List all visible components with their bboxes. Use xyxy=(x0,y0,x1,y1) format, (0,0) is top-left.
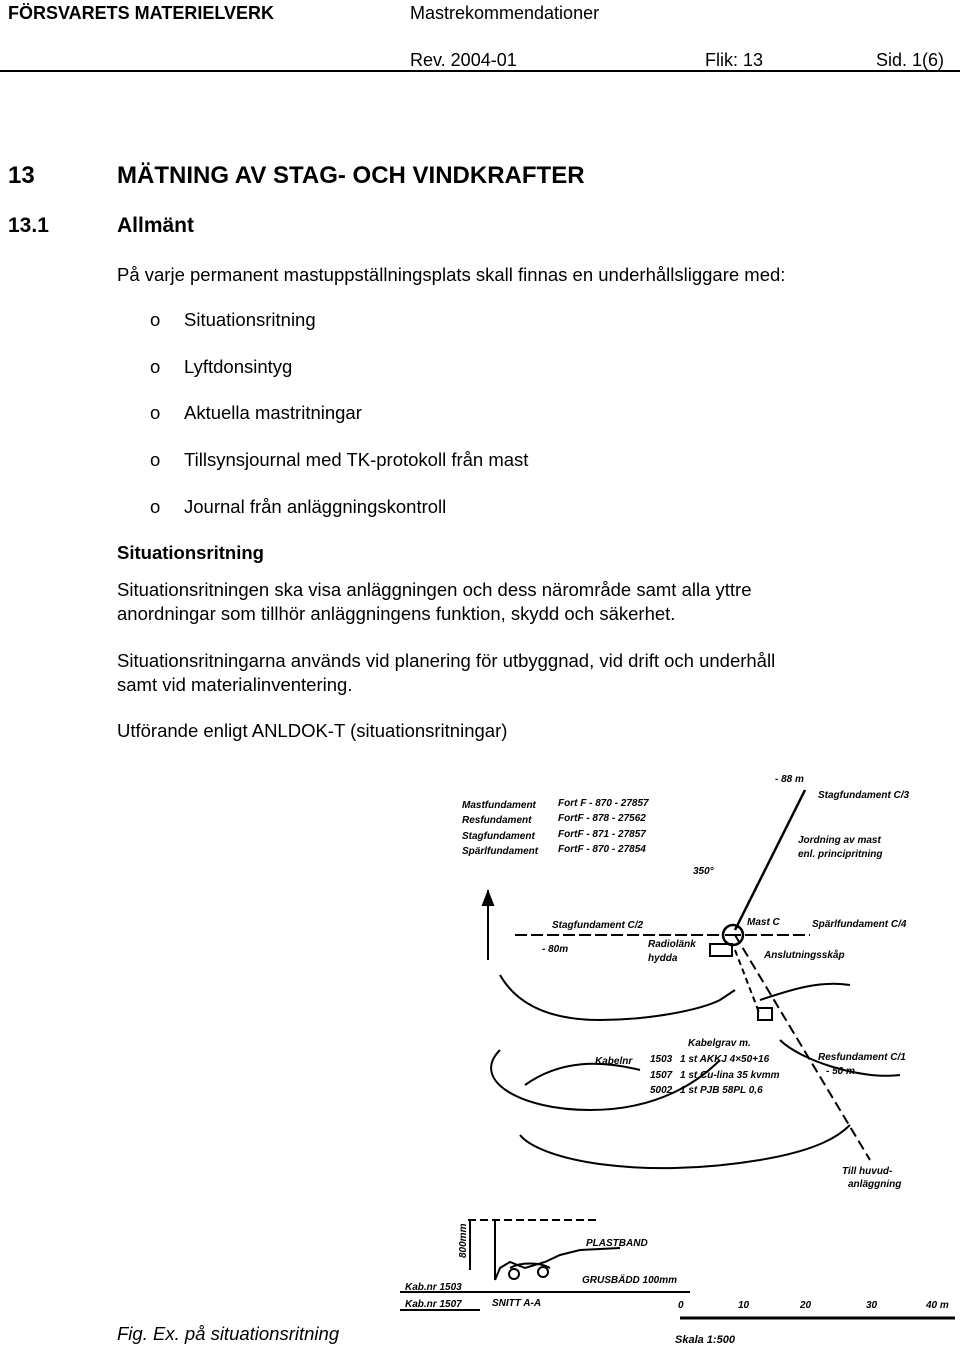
legend-label: Mastfundament xyxy=(462,800,536,811)
document-title: Mastrekommendationer xyxy=(410,3,600,23)
kabelnr-label: Kabelnr xyxy=(595,1056,633,1067)
paragraph-line: Utförande enligt ANLDOK-T (situationsritningar) xyxy=(117,720,508,741)
flik: Flik: 13 xyxy=(705,50,764,70)
mast-label: Mast C xyxy=(747,917,780,928)
scale-tick: 0 xyxy=(678,1300,684,1311)
revision: Rev. 2004-01 xyxy=(410,50,517,70)
anslutning-label: Anslutningsskåp xyxy=(764,950,845,961)
jordning-label: Jordning av mast xyxy=(798,835,881,846)
height-dimension: 800mm xyxy=(458,1223,469,1258)
paragraph-line: samt vid materialinventering. xyxy=(117,674,353,695)
cable-desc: 1 st Cu-lina 35 kvmm xyxy=(680,1070,780,1081)
page-number: Sid. 1(6) xyxy=(876,50,945,70)
res-c1-label: Resfundament C/1 xyxy=(818,1052,906,1063)
scale-label: Skala 1:500 xyxy=(675,1334,735,1346)
till-label: anläggning xyxy=(848,1179,902,1190)
figure-caption: Fig. Ex. på situationsritning xyxy=(117,1323,340,1344)
bullet-marker: o xyxy=(150,309,161,330)
scale-tick: 20 xyxy=(800,1300,812,1311)
radio-label: hydda xyxy=(648,953,678,964)
list-item-text: Journal från anläggningskontroll xyxy=(184,496,447,517)
kabnr-label: Kab.nr 1507 xyxy=(405,1299,462,1310)
legend-label: Spärlfundament xyxy=(462,846,539,857)
scale-tick: 30 xyxy=(866,1300,878,1311)
scale-tick: 10 xyxy=(738,1300,750,1311)
dim-50-label: - 50 m xyxy=(826,1066,855,1077)
cable-nr: 1507 xyxy=(650,1070,673,1081)
cable-desc: 1 st PJB 58PL 0,6 xyxy=(680,1085,763,1096)
bullet-marker: o xyxy=(150,449,161,470)
list-item-text: Tillsynsjournal med TK-protokoll från mast xyxy=(184,449,529,470)
snitt-label: SNITT A-A xyxy=(492,1298,542,1309)
subheading: Situationsritning xyxy=(117,542,264,563)
list-item-text: Aktuella mastritningar xyxy=(184,402,362,423)
paragraph-line: anordningar som tillhör anläggningens funktion, skydd och säkerhet. xyxy=(117,603,676,624)
legend-label: Resfundament xyxy=(462,815,532,826)
org-name: FÖRSVARETS MATERIELVERK xyxy=(8,3,275,23)
dim-80-label: - 80m xyxy=(542,944,569,955)
stag-c2-label: Stagfundament C/2 xyxy=(552,920,644,931)
paragraph-line: Situationsritningarna används vid planering för utbyggnad, vid drift och underhåll xyxy=(117,650,776,671)
bullet-marker: o xyxy=(150,402,161,423)
plastband-label: PLASTBAND xyxy=(586,1238,648,1249)
cable-desc: 1 st AKKJ 4×50+16 xyxy=(680,1054,770,1065)
till-label: Till huvud- xyxy=(842,1166,893,1177)
legend-ref: FortF - 871 - 27857 xyxy=(558,829,646,840)
angle-label: 350° xyxy=(693,866,714,877)
list-item-text: Situationsritning xyxy=(184,309,316,330)
legend-ref: Fort F - 870 - 27857 xyxy=(558,798,649,809)
top-dimension: - 88 m xyxy=(775,774,804,785)
kabelgrav-label: Kabelgrav m. xyxy=(688,1038,751,1049)
stag-c3-label: Stagfundament C/3 xyxy=(818,790,910,801)
cable-nr: 1503 xyxy=(650,1054,673,1065)
section-title: Allmänt xyxy=(117,214,195,237)
sparl-c4-label: Spärlfundament C/4 xyxy=(812,919,907,930)
bullet-marker: o xyxy=(150,496,161,517)
legend-ref: FortF - 870 - 27854 xyxy=(558,844,646,855)
grusbadd-label: GRUSBÄDD 100mm xyxy=(582,1275,678,1286)
scale-tick: 40 m xyxy=(926,1300,949,1311)
legend-label: Stagfundament xyxy=(462,831,535,842)
legend-ref: FortF - 878 - 27562 xyxy=(558,813,646,824)
jordning-label: enl. principritning xyxy=(798,849,883,860)
list-item-text: Lyftdonsintyg xyxy=(184,356,293,377)
cable-nr: 5002 xyxy=(650,1085,673,1096)
kabnr-label: Kab.nr 1503 xyxy=(405,1282,462,1293)
chapter-number: 13 xyxy=(8,162,35,189)
bullet-marker: o xyxy=(150,356,161,377)
radio-label: Radiolänk xyxy=(648,939,696,950)
section-number: 13.1 xyxy=(8,214,49,237)
paragraph-line: Situationsritningen ska visa anläggningen och dess närområde samt alla yttre xyxy=(117,579,752,600)
chapter-title: MÄTNING AV STAG- OCH VINDKRAFTER xyxy=(117,162,585,189)
intro-text: På varje permanent mastuppställningsplats skall finnas en underhållsliggare med: xyxy=(117,264,786,285)
